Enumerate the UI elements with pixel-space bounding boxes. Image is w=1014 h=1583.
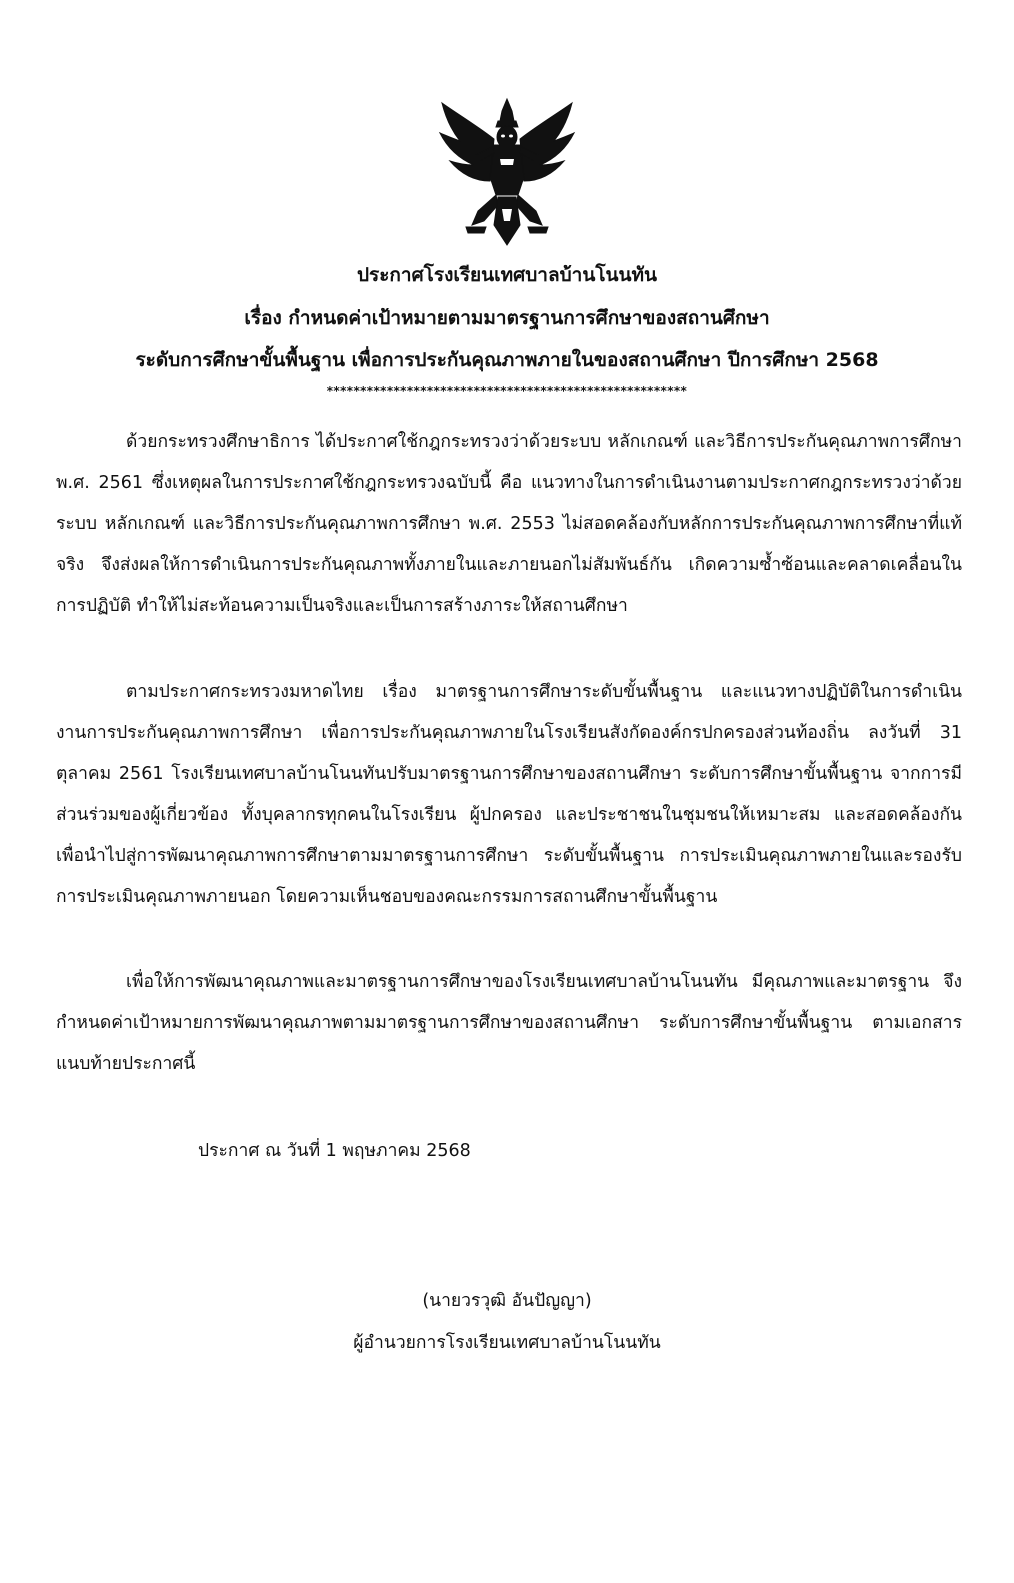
signer-name: (นายวรวุฒิ อันปัญญา): [422, 1291, 592, 1311]
body-paragraph-2: [56, 672, 962, 918]
announcement-title: ประกาศโรงเรียนเทศบาลบ้านโนนทัน: [356, 264, 658, 286]
title-separator: ******************************************************: [326, 384, 688, 398]
paragraph-text: ตามประกาศกระทรวงมหาดไทย เรื่อง มาตรฐานการศึกษาระดับขั้นพื้นฐาน และแนวทางปฏิบัติในการดำเนินงานการประกันคุณภาพการศึกษา เพื่อการประกันคุณภาพภายในโรงเรียนสังกัดองค์กรปกครองส่วนท้องถิ่น ลงวันที่ 31 ตุลาคม 2561 โรงเรียนเทศบาลบ้านโนนทันปรับมาตรฐานการศึกษาของสถานศึกษา ระดับการศึกษาขั้นพื้นฐาน จากการมีส่วนร่วมของผู้เกี่ยวข้อง ทั้งบุคลากรทุกคนในโรงเรียน ผู้ปกครอง และประชาชนในชุมชนให้เหมาะสม และสอดคล้องกัน เพื่อนำไปสู่การพัฒนาคุณภาพการศึกษาตามมาตรฐานการศึกษา ระดับขั้นพื้นฐาน การประเมินคุณภาพภายในและรองรับการประเมินคุณภาพภายนอก โดยความเห็นชอบของคณะกรรมการสถานศึกษาขั้นพื้นฐาน: [56, 682, 962, 907]
announcement-subject: เรื่อง กำหนดค่าเป้าหมายตามมาตรฐานการศึกษาของสถานศึกษา: [244, 307, 770, 329]
garuda-emblem-icon: [436, 95, 578, 247]
paragraph-text: ด้วยกระทรวงศึกษาธิการ ได้ประกาศใช้กฎกระทรวงว่าด้วยระบบ หลักเกณฑ์ และวิธีการประกันคุณภาพการศึกษา พ.ศ. 2561 ซึ่งเหตุผลในการประกาศใช้กฎกระทรวงฉบับนี้ คือ แนวทางในการดำเนินงานตามประกาศกฎกระทรวงว่าด้วยระบบ หลักเกณฑ์ และวิธีการประกันคุณภาพการศึกษา พ.ศ. 2553 ไม่สอดคล้องกับหลักการประกันคุณภาพการศึกษาที่แท้จริง จึงส่งผลให้การดำเนินการประกันคุณภาพทั้งภายในและภายนอกไม่สัมพันธ์กัน เกิดความซ้ำซ้อนและคลาดเคลื่อนในการปฏิบัติ ทำให้ไม่สะท้อนความเป็นจริงและเป็นการสร้างภาระให้สถานศึกษา: [56, 432, 962, 616]
paragraph-text: เพื่อให้การพัฒนาคุณภาพและมาตรฐานการศึกษาของโรงเรียนเทศบาลบ้านโนนทัน มีคุณภาพและมาตรฐาน จึงกำหนดค่าเป้าหมายการพัฒนาคุณภาพตามมาตรฐานการศึกษาของสถานศึกษา ระดับการศึกษาขั้นพื้นฐาน ตามเอกสารแนบท้ายประกาศนี้: [56, 972, 962, 1074]
signer-title: ผู้อำนวยการโรงเรียนเทศบาลบ้านโนนทัน: [353, 1333, 661, 1353]
body-paragraph-3: [56, 962, 962, 1085]
announcement-date: ประกาศ ณ วันที่ 1 พฤษภาคม 2568: [198, 1141, 471, 1161]
body-paragraph-1: [56, 422, 962, 627]
announcement-scope: ระดับการศึกษาขั้นพื้นฐาน เพื่อการประกันคุณภาพภายในของสถานศึกษา ปีการศึกษา 2568: [135, 349, 879, 371]
